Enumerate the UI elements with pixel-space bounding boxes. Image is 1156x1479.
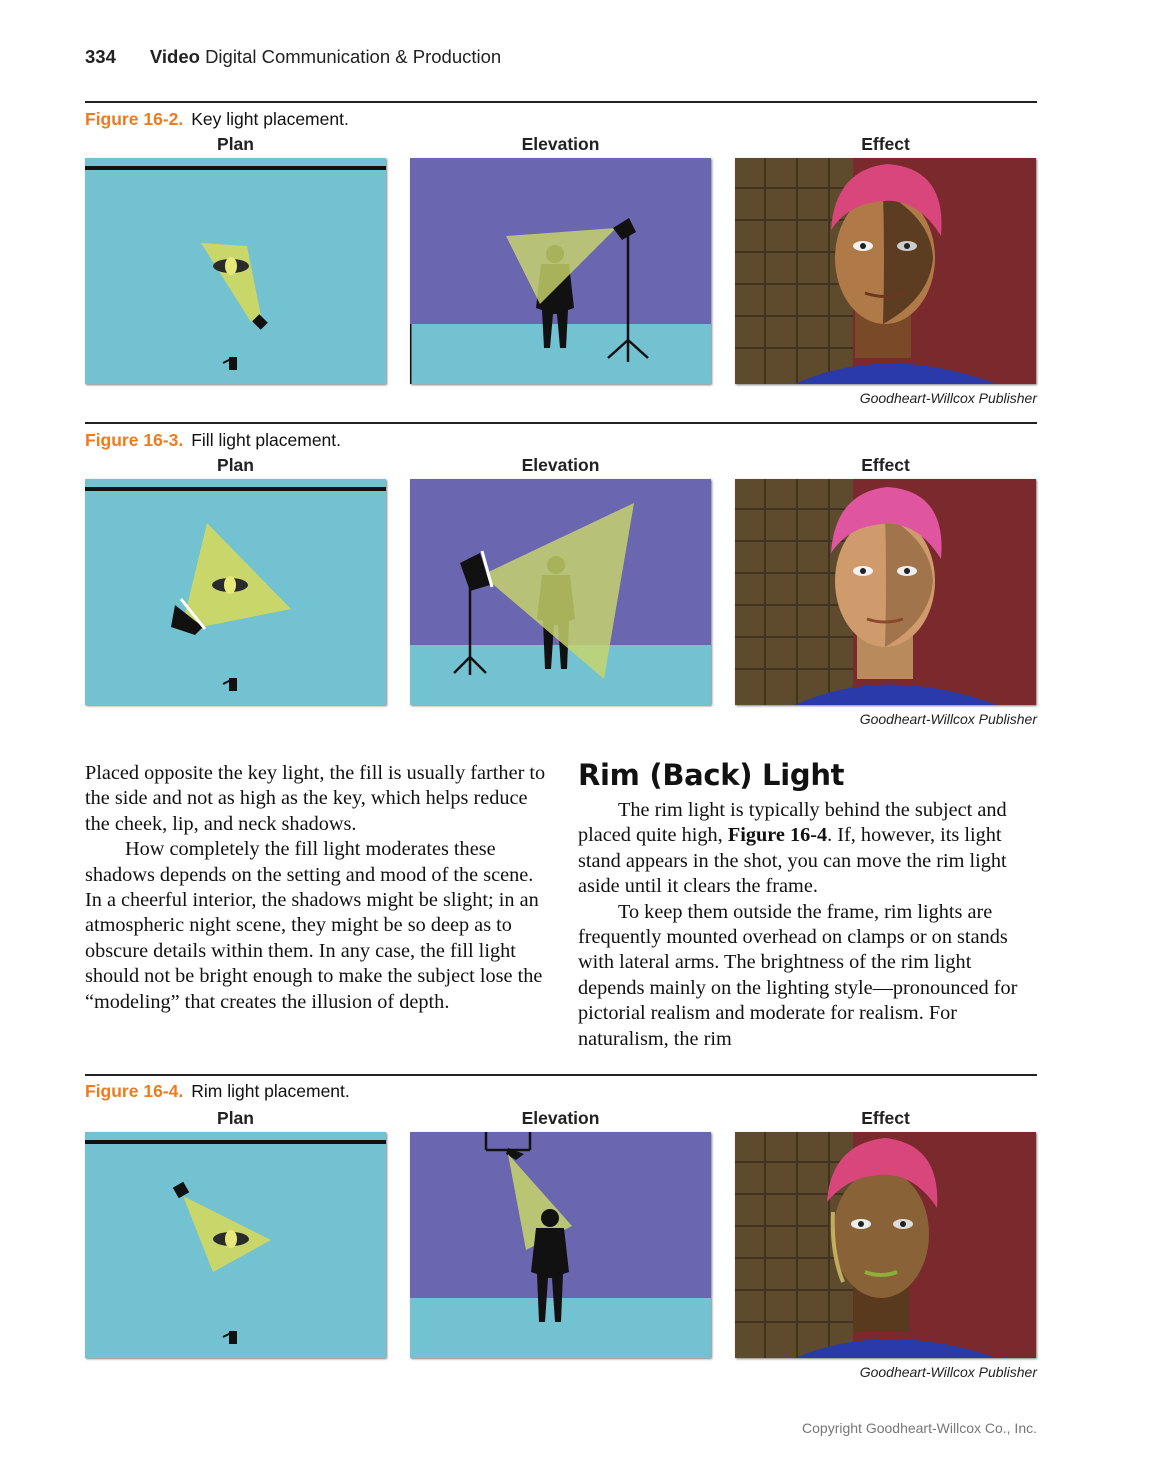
page-header — [85, 46, 501, 68]
paragraph: How completely the fill light moderates these shadows depends on the setting and mood of the scene. In a cheerful interior, the shadows might be slight; in an atmospheric night scene, they might be so deep as to obscure details within them. In any case, the fill light should not be bright enough to make the subject lose the “modeling” that creates the illusion of depth. — [85, 838, 543, 1013]
subject-face — [833, 1170, 929, 1298]
image-credit: Goodheart-Willcox Publisher — [859, 1364, 1037, 1380]
figure-label: Figure 16-2. — [85, 109, 184, 129]
figure-caption-text: Rim light placement. — [191, 1081, 350, 1101]
column-heading-plan: Plan — [217, 455, 254, 475]
section-heading: Rim (Back) Light — [578, 758, 845, 792]
figure-rule — [85, 1074, 1037, 1076]
paragraph: Placed opposite the key light, the fill is usually farther to the side and not as high as the key, which helps reduce the cheek, lip, and neck shadows. — [85, 762, 546, 835]
figure-rule — [85, 101, 1037, 103]
figure-label: Figure 16-3. — [85, 430, 184, 450]
figure-caption-text: Key light placement. — [191, 109, 349, 129]
column-heading-plan: Plan — [217, 134, 254, 154]
column-heading-elevation: Elevation — [521, 1108, 600, 1128]
figure-caption — [85, 430, 341, 451]
figure-caption — [85, 1081, 350, 1102]
column-heading-effect: Effect — [861, 1108, 910, 1128]
paragraph: The rim light is typically behind the subject and placed quite high, Figure 16-4. If, however, its light stand appears in the shot, you can move the rim light aside until it clears the frame. — [578, 799, 1007, 898]
page-number: 334 — [85, 46, 116, 67]
image-credit: Goodheart-Willcox Publisher — [859, 711, 1037, 727]
plan-diagram — [85, 1132, 386, 1358]
effect-render — [735, 158, 1036, 384]
elevation-diagram — [410, 158, 711, 384]
left-text-column — [85, 761, 547, 1015]
plan-diagram — [85, 158, 386, 384]
copyright-footer: Copyright Goodheart-Willcox Co., Inc. — [802, 1420, 1037, 1436]
effect-render — [735, 1132, 1036, 1358]
right-text-column — [578, 758, 1040, 1052]
column-heading-elevation: Elevation — [521, 134, 600, 154]
elevation-diagram — [410, 1132, 711, 1358]
book-brand: Video — [149, 46, 200, 67]
figure-rule — [85, 422, 1037, 424]
plan-diagram — [85, 479, 386, 705]
column-heading-effect: Effect — [861, 134, 910, 154]
column-heading-plan: Plan — [217, 1108, 254, 1128]
column-heading-elevation: Elevation — [521, 455, 600, 475]
figure-label: Figure 16-4. — [85, 1081, 184, 1101]
figure-caption — [85, 109, 349, 130]
effect-render — [735, 479, 1036, 705]
figure-caption-text: Fill light placement. — [191, 430, 342, 450]
elevation-diagram — [410, 479, 711, 705]
paragraph: To keep them outside the frame, rim lights are frequently mounted overhead on clamps or on stands with lateral arms. The brightness of the rim light depends mainly on the lighting style—pronounced for pictorial realism and moderate for realism. For naturalism, the rim — [578, 900, 1018, 1050]
book-title: Digital Communication & Production — [205, 46, 502, 67]
column-heading-effect: Effect — [861, 455, 910, 475]
image-credit: Goodheart-Willcox Publisher — [859, 390, 1037, 406]
figure-reference: Figure 16-4 — [727, 824, 828, 847]
